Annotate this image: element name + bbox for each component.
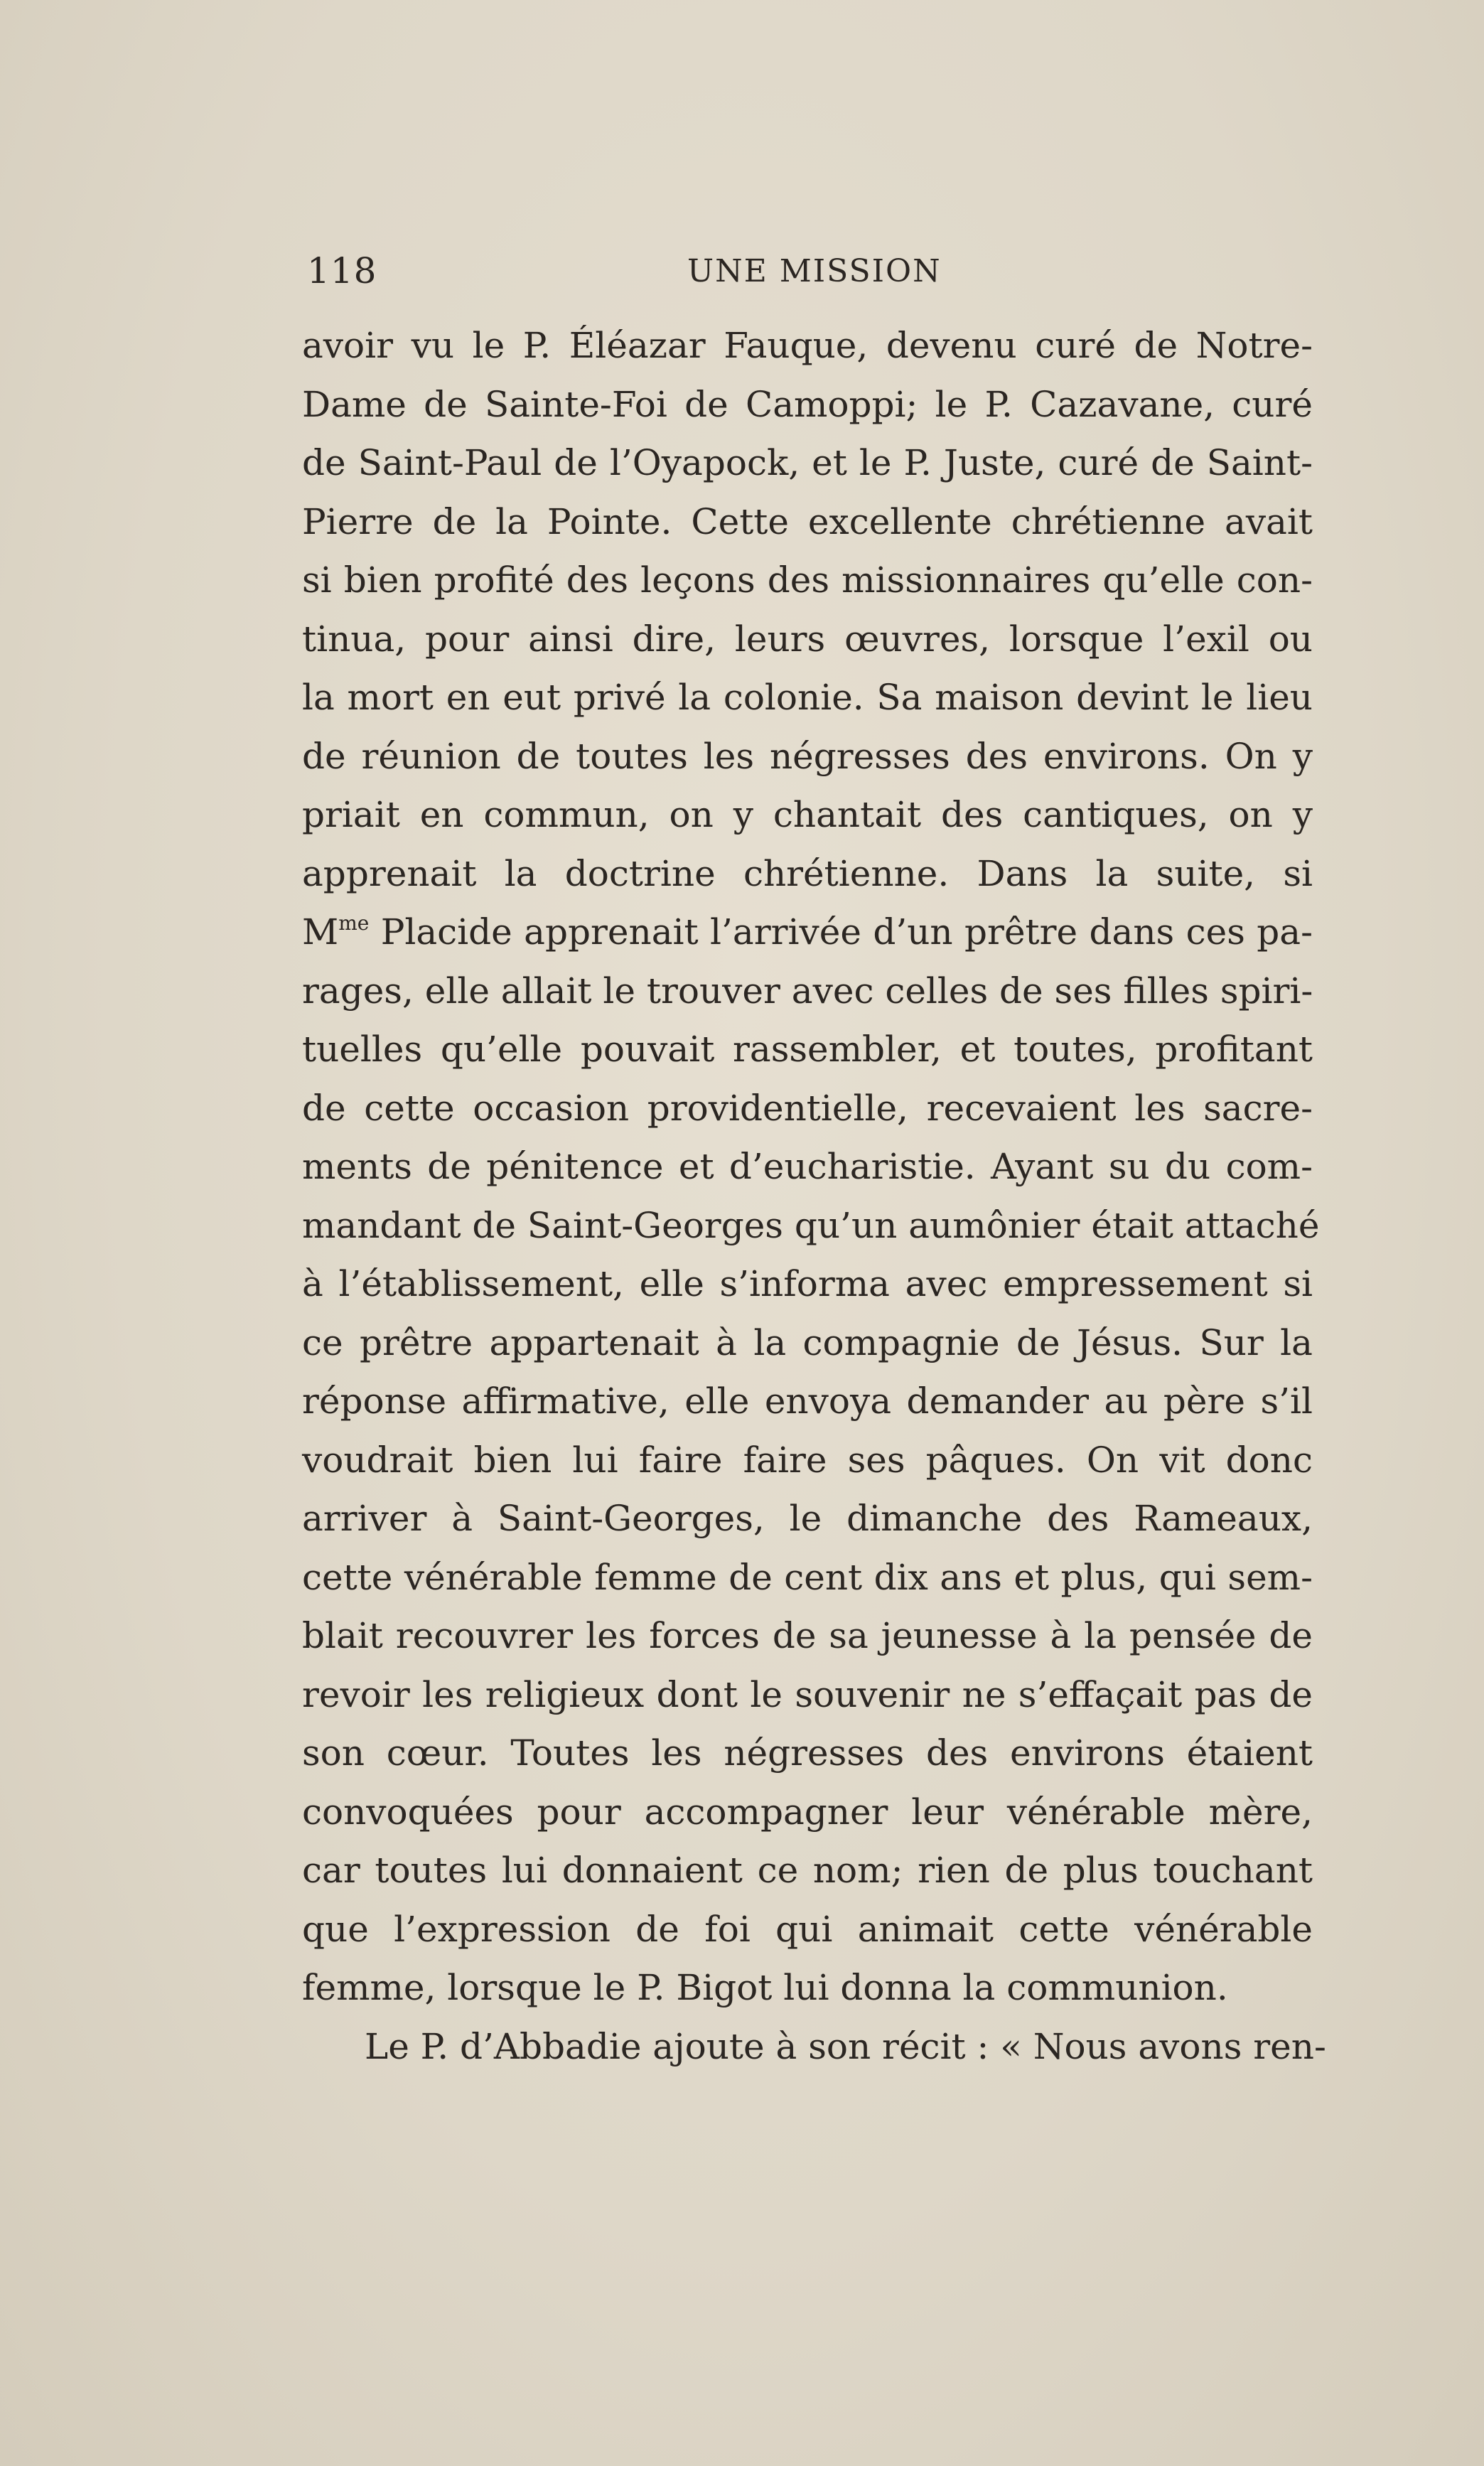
text-line: la mort en eut privé la colonie. Sa maison devint le lieu <box>302 677 1313 718</box>
mme-abbrev-superscript: me <box>338 911 370 935</box>
text-line: voudrait bien lui faire faire ses pâques. On vit donc <box>302 1439 1313 1481</box>
text-line: car toutes lui donnaient ce nom; rien de plus touchant <box>302 1850 1313 1891</box>
text-line: à l’établissement, elle s’informa avec empressement si <box>302 1263 1313 1304</box>
text-line: Pierre de la Pointe. Cette excellente chrétienne avait <box>302 500 1313 542</box>
text-line: revoir les religieux dont le souvenir ne s’effaçait pas de <box>302 1673 1313 1715</box>
text-line: ce prêtre appartenait à la compagnie de Jésus. Sur la <box>302 1322 1313 1363</box>
page-number: 118 <box>307 250 377 291</box>
running-title: UNE MISSION <box>687 253 942 289</box>
text-line: cette vénérable femme de cent dix ans et plus, qui sem- <box>302 1556 1313 1598</box>
text-line-paragraph-start: Le P. d’Abbadie ajoute à son récit : « Nous avons ren- <box>365 2025 1326 2067</box>
text-line: arriver à Saint-Georges, le dimanche des Rameaux, <box>302 1498 1313 1539</box>
text-line: blait recouvrer les forces de sa jeunesse à la pensée de <box>302 1615 1313 1656</box>
text-line: rages, elle allait le trouver avec celles de ses filles spiri- <box>302 970 1313 1012</box>
text-line: tuelles qu’elle pouvait rassembler, et toutes, profitant <box>302 1029 1313 1070</box>
text-line: priait en commun, on y chantait des cantiques, on y <box>302 794 1313 835</box>
mme-line-rest: Placide apprenait l’arrivée d’un prêtre dans ces pa- <box>369 911 1313 953</box>
text-line-mme <box>302 903 1313 962</box>
text-line: mandant de Saint-Georges qu’un aumônier était attaché <box>302 1204 1320 1246</box>
text-line: avoir vu le P. Éléazar Fauque, devenu curé de Notre- <box>302 325 1313 366</box>
text-line: réponse affirmative, elle envoya demander au père s’il <box>302 1381 1313 1422</box>
text-line: de réunion de toutes les négresses des environs. On y <box>302 735 1313 777</box>
text-line: que l’expression de foi qui animait cette vénérable <box>302 1908 1313 1950</box>
text-line: convoquées pour accompagner leur vénérable mère, <box>302 1791 1313 1833</box>
text-line: apprenait la doctrine chrétienne. Dans la suite, si <box>302 852 1313 894</box>
text-line: son cœur. Toutes les négresses des environs étaient <box>302 1732 1313 1774</box>
mme-abbrev-m: M <box>302 911 339 953</box>
body-text <box>302 316 1326 2076</box>
text-line: Dame de Sainte-Foi de Camoppi; le P. Cazavane, curé <box>302 383 1313 425</box>
page-header <box>307 250 1302 307</box>
text-line: ments de pénitence et d’eucharistie. Ayant su du com- <box>302 1146 1313 1187</box>
text-line: si bien profité des leçons des missionnaires qu’elle con- <box>302 559 1313 601</box>
text-line-paragraph-end: femme, lorsque le P. Bigot lui donna la communion. <box>302 1967 1228 2008</box>
text-line: de cette occasion providentielle, recevaient les sacre- <box>302 1087 1313 1129</box>
text-line: de Saint-Paul de l’Oyapock, et le P. Juste, curé de Saint- <box>302 442 1313 483</box>
text-line: tinua, pour ainsi dire, leurs œuvres, lorsque l’exil ou <box>302 618 1313 660</box>
